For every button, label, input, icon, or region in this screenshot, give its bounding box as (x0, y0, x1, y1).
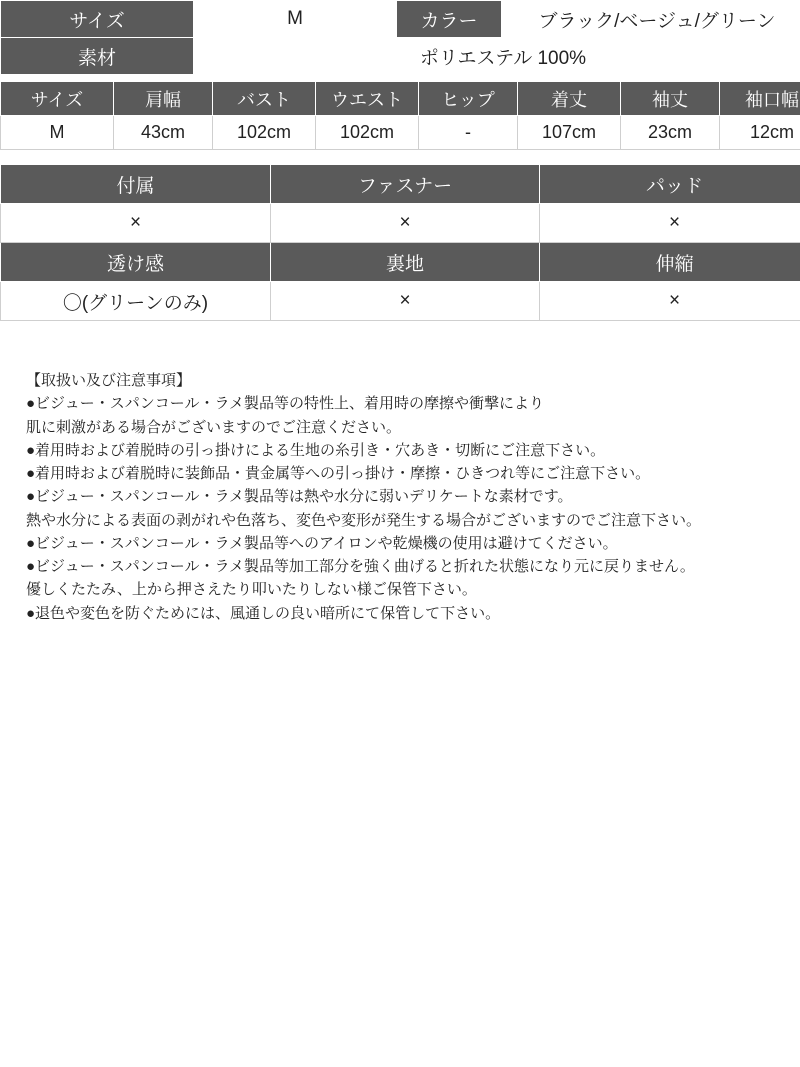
table-row (1, 1, 800, 38)
measure-value-bust: 102cm (213, 116, 316, 150)
measure-header-shoulder: 肩幅 (114, 82, 213, 116)
spec-label-color: カラー (397, 1, 502, 38)
notes-line: 熱や水分による表面の剥がれや色落ち、変色や変形が発生する場合がございますのでご注意下さい。 (26, 511, 702, 529)
handling-notes (0, 369, 800, 625)
measure-value-size: M (1, 116, 114, 150)
spec-label-size: サイズ (1, 1, 194, 38)
attr-header-lining: 裏地 (271, 243, 540, 282)
measurement-table (0, 81, 800, 150)
attr-value-stretch: × (540, 282, 800, 321)
spec-value-color: ブラック/ベージュ/グリーン (502, 1, 800, 38)
attr-header-stretch: 伸縮 (540, 243, 800, 282)
spec-value-size: M (194, 1, 397, 38)
notes-line: 優しくたたみ、上から押さえたり叩いたりしない様ご保管下さい。 (26, 581, 477, 599)
notes-line: ●着用時および着脱時に装飾品・貴金属等への引っ掛け・摩擦・ひきつれ等にご注意下さい。 (26, 465, 651, 482)
notes-line: ●ビジュー・スパンコール・ラメ製品等へのアイロンや乾燥機の使用は避けてください。 (26, 534, 618, 552)
table-header-row (1, 165, 800, 204)
notes-line: ●着用時および着脱時の引っ掛けによる生地の糸引き・穴あき・切断にご注意下さい。 (26, 441, 606, 459)
measure-header-waist: ウエスト (316, 82, 419, 116)
attribute-table (0, 164, 800, 321)
measure-value-sleeve: 23cm (621, 116, 720, 150)
measure-header-length: 着丈 (518, 82, 621, 116)
notes-line: ●ビジュー・スパンコール・ラメ製品等の特性上、着用時の摩擦や衝撃により (26, 395, 545, 413)
measure-value-length: 107cm (518, 116, 621, 150)
notes-line: ●ビジュー・スパンコール・ラメ製品等加工部分を強く曲げると折れた状態になり元に戻りません。 (26, 558, 695, 575)
spec-value-material: ポリエステル 100% (194, 38, 800, 75)
table-row (1, 116, 800, 150)
attr-header-pad: パッド (540, 165, 800, 204)
attr-header-accessory: 付属 (1, 165, 271, 204)
measure-header-hip: ヒップ (419, 82, 518, 116)
notes-line: ●退色や変色を防ぐためには、風通しの良い暗所にて保管して下さい。 (26, 604, 501, 622)
table-header-row (1, 243, 800, 282)
table-row (1, 38, 800, 75)
attr-value-zipper: × (271, 204, 540, 243)
measure-value-hip: - (419, 116, 518, 150)
measure-header-sleeve: 袖丈 (621, 82, 720, 116)
basic-spec-table (0, 0, 800, 75)
measure-header-cuff: 袖口幅 (720, 82, 800, 116)
attr-value-sheerness: 〇(グリーンのみ) (1, 282, 271, 321)
table-header-row (1, 82, 800, 116)
attr-value-accessory: × (1, 204, 271, 243)
measure-header-bust: バスト (213, 82, 316, 116)
measure-value-cuff: 12cm (720, 116, 800, 150)
notes-line: ●ビジュー・スパンコール・ラメ製品等は熱や水分に弱いデリケートな素材です。 (26, 488, 573, 506)
attr-header-zipper: ファスナー (271, 165, 540, 204)
table-row (1, 204, 800, 243)
measure-value-waist: 102cm (316, 116, 419, 150)
notes-title: 【取扱い及び注意事項】 (26, 372, 192, 389)
attr-value-pad: × (540, 204, 800, 243)
attr-value-lining: × (271, 282, 540, 321)
notes-line: 肌に刺激がある場合がございますのでご注意ください。 (26, 418, 402, 436)
attr-header-sheerness: 透け感 (1, 243, 271, 282)
measure-header-size: サイズ (1, 82, 114, 116)
table-row (1, 282, 800, 321)
spec-label-material: 素材 (1, 38, 194, 75)
measure-value-shoulder: 43cm (114, 116, 213, 150)
